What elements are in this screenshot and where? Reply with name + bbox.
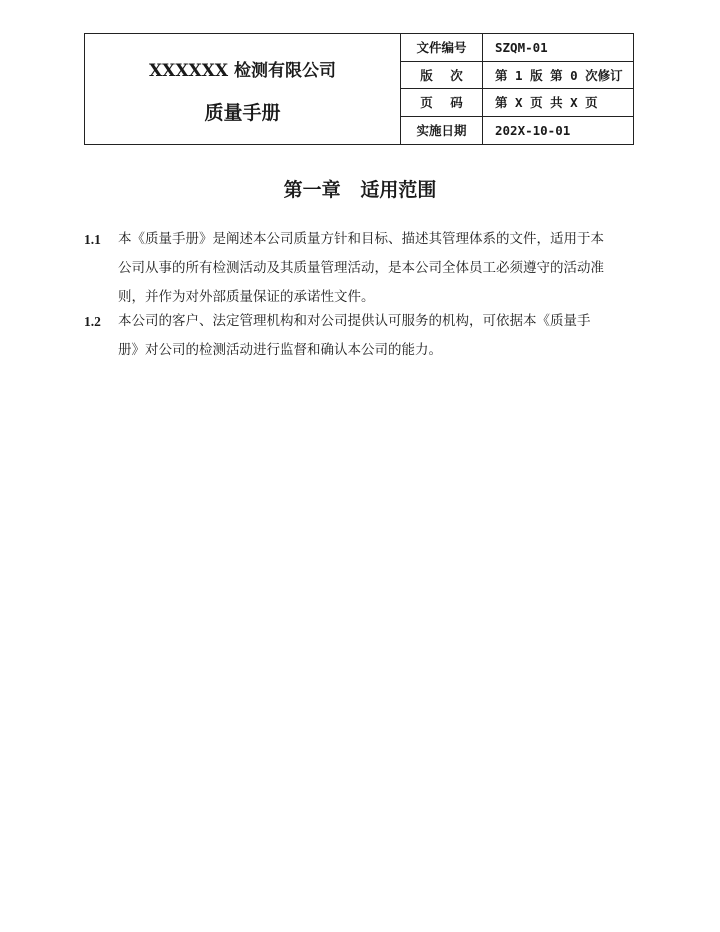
clause-line: 本《质量手册》是阐述本公司质量方针和目标、描述其管理体系的文件，适用于本 bbox=[118, 231, 604, 247]
manual-title: 质量手册 bbox=[204, 102, 281, 124]
meta-key-effective-date: 实施日期 bbox=[401, 117, 483, 145]
clause-text bbox=[118, 225, 644, 312]
meta-row-effective-date bbox=[401, 117, 634, 145]
clause-line: 公司从事的所有检测活动及其质量管理活动，是本公司全体员工必须遵守的活动准 bbox=[118, 260, 604, 276]
clause-line: 册》对公司的检测活动进行监督和确认本公司的能力。 bbox=[118, 342, 442, 358]
meta-value-page: 第 X 页 共 X 页 bbox=[495, 95, 598, 111]
meta-value-edition: 第 1 版 第 0 次修订 bbox=[495, 67, 623, 83]
meta-key-document-number: 文件编号 bbox=[401, 34, 483, 61]
meta-row-edition bbox=[401, 62, 634, 90]
meta-value-document-number: SZQM-01 bbox=[495, 39, 548, 55]
chapter-title: 第一章 适用范围 bbox=[283, 179, 437, 201]
document-header-table bbox=[84, 33, 634, 145]
meta-row-document-number bbox=[401, 34, 634, 62]
header-left-cell bbox=[85, 34, 401, 144]
clause-line: 则，并作为对外部质量保证的承诺性文件。 bbox=[118, 289, 375, 305]
company-name: XXXXXX 检测有限公司 bbox=[148, 61, 337, 81]
clause-line: 本公司的客户、法定管理机构和对公司提供认可服务的机构，可依据本《质量手 bbox=[118, 313, 591, 329]
meta-key-edition: 版 次 bbox=[401, 62, 483, 89]
clause-number: 1.2 bbox=[84, 314, 101, 329]
meta-key-page: 页 码 bbox=[401, 89, 483, 116]
meta-row-page bbox=[401, 89, 634, 117]
clause-number: 1.1 bbox=[84, 232, 101, 247]
clause-1-1 bbox=[84, 225, 644, 312]
clause-1-2 bbox=[84, 307, 644, 365]
meta-value-effective-date: 202X-10-01 bbox=[495, 122, 571, 138]
clause-text bbox=[118, 307, 644, 365]
